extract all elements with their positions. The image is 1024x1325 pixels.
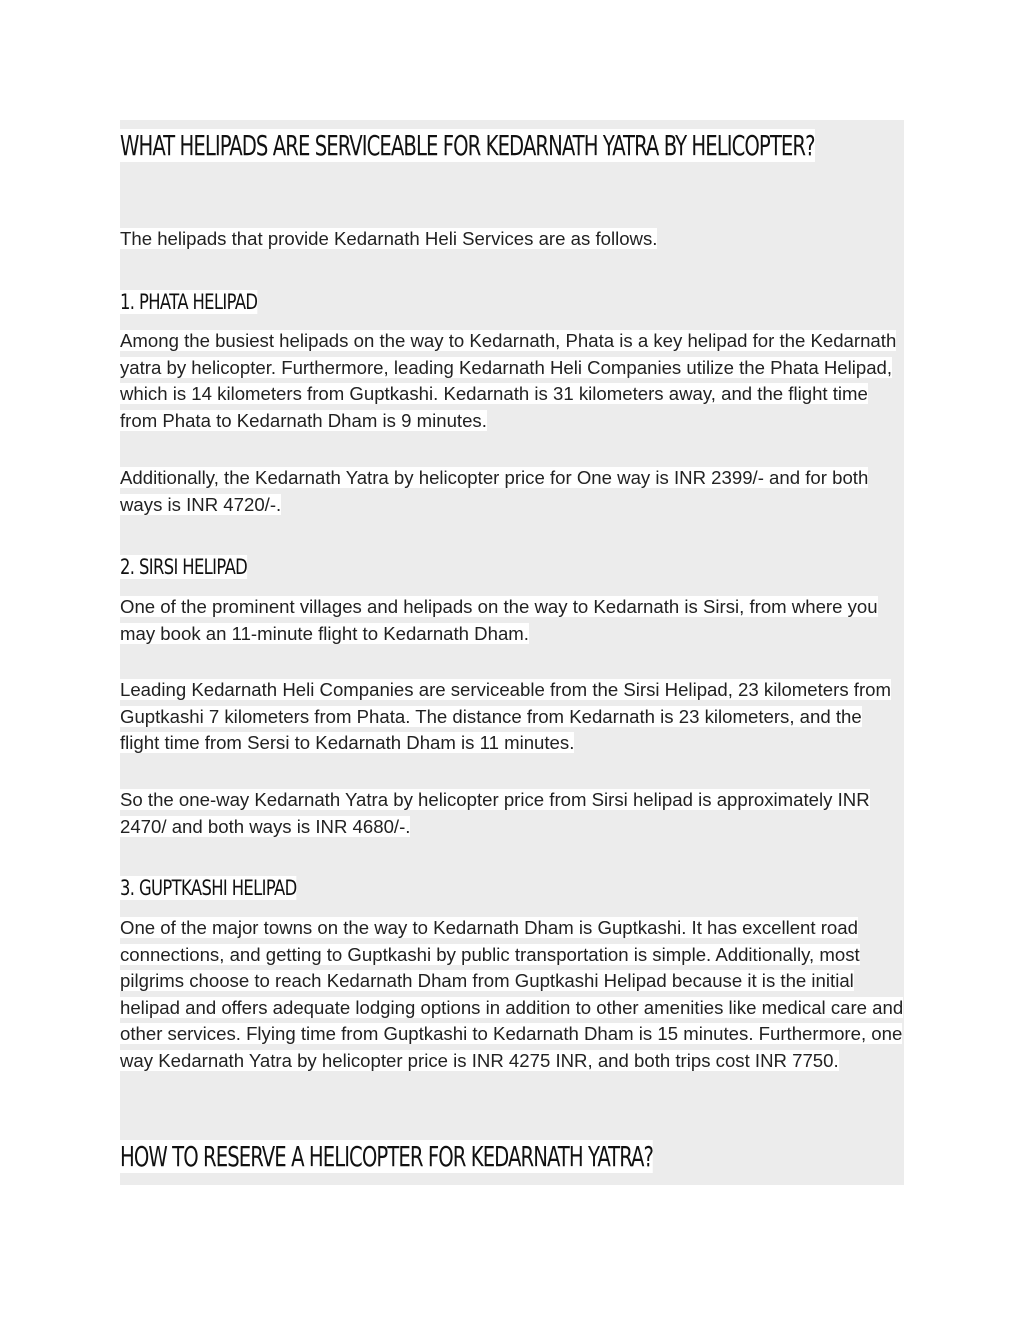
- section-2-title-wrap: [120, 552, 1024, 582]
- section-3-title: 3. GUPTKASHI HELIPAD: [120, 876, 297, 900]
- section-2-paragraph-3-wrap: [120, 787, 904, 840]
- section-2-title: 2. SIRSI HELIPAD: [120, 555, 248, 579]
- section-2-paragraph-1-wrap: [120, 594, 904, 647]
- section-2-paragraph-1: One of the prominent villages and helipads on the way to Kedarnath is Sirsi, from where you may book an 11-minute flight to Kedarnath Dham.: [120, 596, 878, 644]
- section-1-paragraph-2-wrap: [120, 465, 904, 518]
- heading-2-text: HOW TO RESERVE A HELICOPTER FOR KEDARNATH YATRA?: [120, 1140, 654, 1173]
- section-1-paragraph-1: Among the busiest helipads on the way to Kedarnath, Phata is a key helipad for the Kedarnath yatra by helicopter. Furthermore, leading Kedarnath Heli Companies utilize the Phata Helipad, which is 14 kilometers from Guptkashi. Kedarnath is 31 kilometers away, and the flight time from Phata to Kedarnath Dham is 9 minutes.: [120, 330, 897, 431]
- section-2-paragraph-2-wrap: [120, 677, 904, 757]
- heading-2-wrap: [120, 1131, 1024, 1182]
- section-1-paragraph-2: Additionally, the Kedarnath Yatra by helicopter price for One way is INR 2399/- and for both ways is INR 4720/-.: [120, 467, 869, 515]
- intro-wrap: [120, 226, 904, 253]
- section-1-title-wrap: [120, 287, 1024, 317]
- heading-1: [120, 120, 900, 171]
- section-2-paragraph-3: So the one-way Kedarnath Yatra by helicopter price from Sirsi helipad is approximately INR 2470/ and both ways is INR 4680/-.: [120, 789, 870, 837]
- section-1-title: 1. PHATA HELIPAD: [120, 290, 258, 314]
- section-3-paragraph-1-wrap: [120, 915, 904, 1074]
- heading-1-wrap: [120, 120, 1024, 171]
- heading-2: [120, 1131, 900, 1182]
- intro-text: The helipads that provide Kedarnath Heli Services are as follows.: [120, 228, 658, 249]
- section-3-paragraph-1: One of the major towns on the way to Kedarnath Dham is Guptkashi. It has excellent road connections, and getting to Guptkashi by public transportation is simple. Additionally, most pilgrims choose to reach Kedarnath Dham from Guptkashi Helipad because it is the initial helipad and offers adequate lodging options in addition to other amenities like medical care and other services. Flying time from Guptkashi to Kedarnath Dham is 15 minutes. Furthermore, one way Kedarnath Yatra by helicopter price is INR 4275 INR, and both trips cost INR 7750.: [120, 917, 904, 1071]
- section-1-paragraph-1-wrap: [120, 328, 904, 434]
- section-3-title-wrap: [120, 873, 1024, 903]
- heading-1-text: WHAT HELIPADS ARE SERVICEABLE FOR KEDARNATH YATRA BY HELICOPTER?: [120, 129, 815, 162]
- section-2-paragraph-2: Leading Kedarnath Heli Companies are serviceable from the Sirsi Helipad, 23 kilometers from Guptkashi 7 kilometers from Phata. The distance from Kedarnath is 23 kilometers, and the flight time from Sersi to Kedarnath Dham is 11 minutes.: [120, 679, 891, 753]
